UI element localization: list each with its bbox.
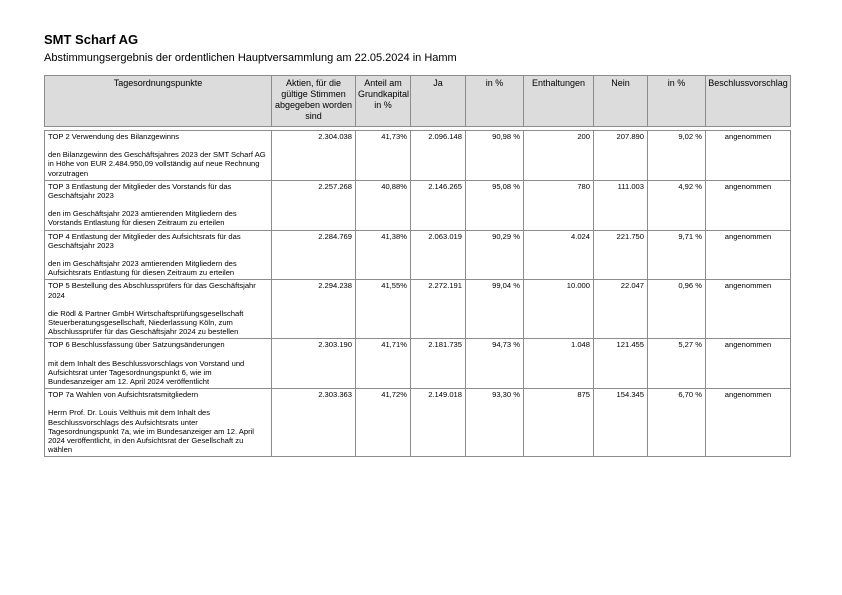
no-pct-cell: 4,92 % bbox=[648, 180, 706, 230]
column-header-abstentions: Enthaltungen bbox=[524, 76, 594, 127]
result-cell: angenommen bbox=[706, 280, 791, 339]
column-header-proposal-result: Beschlussvorschlag bbox=[706, 76, 791, 127]
column-header-share-capital-pct: Anteil am Grundkapital in % bbox=[356, 76, 411, 127]
yes-votes-cell: 2.063.019 bbox=[411, 230, 466, 280]
yes-pct-cell: 95,08 % bbox=[466, 180, 524, 230]
table-row bbox=[45, 339, 791, 389]
column-header-valid-shares: Aktien, für die gültige Stimmen abgegeben worden sind bbox=[272, 76, 356, 127]
result-cell: angenommen bbox=[706, 339, 791, 389]
no-pct-cell: 9,02 % bbox=[648, 131, 706, 181]
agenda-item-description: den Bilanzgewinn des Geschäftsjahres 2023 der SMT Scharf AG in Höhe von EUR 2.484.950,09 vollständig auf neue Rechnung vorzutragen bbox=[48, 150, 266, 178]
agenda-item-description: Herrn Prof. Dr. Louis Velthuis mit dem Inhalt des Beschlussvorschlags des Aufsichtsrats unter Tagesordnungspunkt 7a, wie im Bundesanzeiger am 12. April 2024 veröffentlicht, in den Aufsichtsrat der Gesellschaft zu wählen bbox=[48, 408, 254, 455]
agenda-item-description: die Rödl & Partner GmbH Wirtschaftsprüfungsgesellschaft Steuerberatungsgesellschaft, Niederlassung Köln, zum Abschlussprüfer für das Geschäftsjahr 2024 zu bestellen bbox=[48, 308, 244, 337]
yes-pct-cell: 93,30 % bbox=[466, 389, 524, 457]
column-header-no: Nein bbox=[594, 76, 648, 127]
result-cell: angenommen bbox=[706, 230, 791, 280]
yes-votes-cell: 2.096.148 bbox=[411, 131, 466, 181]
yes-pct-cell: 99,04 % bbox=[466, 280, 524, 339]
agenda-item-cell bbox=[45, 280, 272, 339]
yes-pct-cell: 90,98 % bbox=[466, 131, 524, 181]
share-capital-pct-cell: 41,55% bbox=[356, 280, 411, 339]
yes-votes-cell: 2.181.735 bbox=[411, 339, 466, 389]
abstentions-cell: 200 bbox=[524, 131, 594, 181]
valid-shares-cell: 2.294.238 bbox=[272, 280, 356, 339]
column-header-agenda-items: Tagesordnungspunkte bbox=[45, 76, 272, 127]
share-capital-pct-cell: 41,72% bbox=[356, 389, 411, 457]
valid-shares-cell: 2.284.769 bbox=[272, 230, 356, 280]
agenda-item-cell bbox=[45, 180, 272, 230]
agenda-item-description: den im Geschäftsjahr 2023 amtierenden Mitgliedern des Aufsichtsrats Entlastung für diesen Zeitraum zu erteilen bbox=[48, 259, 237, 278]
table-header-row bbox=[45, 76, 791, 127]
agenda-item-title: TOP 3 Entlastung der Mitglieder des Vorstands für das Geschäftsjahr 2023 bbox=[48, 181, 232, 201]
abstentions-cell: 875 bbox=[524, 389, 594, 457]
agenda-item-cell bbox=[45, 230, 272, 280]
agenda-item-title: TOP 4 Entlastung der Mitglieder des Aufsichtsrats für das Geschäftsjahr 2023 bbox=[48, 231, 241, 250]
no-votes-cell: 207.890 bbox=[594, 131, 648, 181]
agenda-item-title: TOP 5 Bestellung des Abschlussprüfers für das Geschäftsjahr 2024 bbox=[48, 281, 256, 300]
agenda-item-cell bbox=[45, 339, 272, 389]
agenda-item-description: mit dem Inhalt des Beschlussvorschlags von Vorstand und Aufsichtsrat unter Tagesordnungspunkt 6, wie im Bundesanzeiger am 12. April 2024 veröffentlicht bbox=[48, 358, 245, 387]
yes-votes-cell: 2.272.191 bbox=[411, 280, 466, 339]
agenda-item-description: den im Geschäftsjahr 2023 amtierenden Mitgliedern des Vorstands Entlastung für diesen Zeitraum zu erteilen bbox=[48, 209, 237, 228]
no-pct-cell: 6,70 % bbox=[648, 389, 706, 457]
agenda-item-cell bbox=[45, 389, 272, 457]
share-capital-pct-cell: 40,88% bbox=[356, 180, 411, 230]
abstentions-cell: 1.048 bbox=[524, 339, 594, 389]
table-row bbox=[45, 131, 791, 181]
abstentions-cell: 10.000 bbox=[524, 280, 594, 339]
agenda-item-cell bbox=[45, 131, 272, 181]
voting-results-table bbox=[44, 75, 791, 457]
share-capital-pct-cell: 41,73% bbox=[356, 131, 411, 181]
no-pct-cell: 9,71 % bbox=[648, 230, 706, 280]
column-header-no-pct: in % bbox=[648, 76, 706, 127]
no-votes-cell: 22.047 bbox=[594, 280, 648, 339]
share-capital-pct-cell: 41,38% bbox=[356, 230, 411, 280]
table-row bbox=[45, 389, 791, 457]
valid-shares-cell: 2.303.190 bbox=[272, 339, 356, 389]
no-pct-cell: 0,96 % bbox=[648, 280, 706, 339]
column-header-yes-pct: in % bbox=[466, 76, 524, 127]
abstentions-cell: 780 bbox=[524, 180, 594, 230]
no-votes-cell: 154.345 bbox=[594, 389, 648, 457]
company-name: SMT Scharf AG bbox=[44, 32, 139, 47]
no-votes-cell: 121.455 bbox=[594, 339, 648, 389]
yes-pct-cell: 94,73 % bbox=[466, 339, 524, 389]
column-header-yes: Ja bbox=[411, 76, 466, 127]
agenda-item-title: TOP 2 Verwendung des Bilanzgewinns bbox=[48, 132, 180, 141]
yes-pct-cell: 90,29 % bbox=[466, 230, 524, 280]
abstentions-cell: 4.024 bbox=[524, 230, 594, 280]
share-capital-pct-cell: 41,71% bbox=[356, 339, 411, 389]
no-votes-cell: 221.750 bbox=[594, 230, 648, 280]
result-cell: angenommen bbox=[706, 389, 791, 457]
valid-shares-cell: 2.257.268 bbox=[272, 180, 356, 230]
table-row bbox=[45, 280, 791, 339]
yes-votes-cell: 2.146.265 bbox=[411, 180, 466, 230]
document-subtitle: Abstimmungsergebnis der ordentlichen Hauptversammlung am 22.05.2024 in Hamm bbox=[44, 52, 457, 64]
no-votes-cell: 111.003 bbox=[594, 180, 648, 230]
agenda-item-title: TOP 6 Beschlussfassung über Satzungsänderungen bbox=[48, 340, 225, 350]
table-row bbox=[45, 230, 791, 280]
no-pct-cell: 5,27 % bbox=[648, 339, 706, 389]
valid-shares-cell: 2.304.038 bbox=[272, 131, 356, 181]
result-cell: angenommen bbox=[706, 131, 791, 181]
yes-votes-cell: 2.149.018 bbox=[411, 389, 466, 457]
agenda-item-title: TOP 7a Wahlen von Aufsichtsratsmitgliedern bbox=[48, 390, 199, 400]
valid-shares-cell: 2.303.363 bbox=[272, 389, 356, 457]
result-cell: angenommen bbox=[706, 180, 791, 230]
table-row bbox=[45, 180, 791, 230]
